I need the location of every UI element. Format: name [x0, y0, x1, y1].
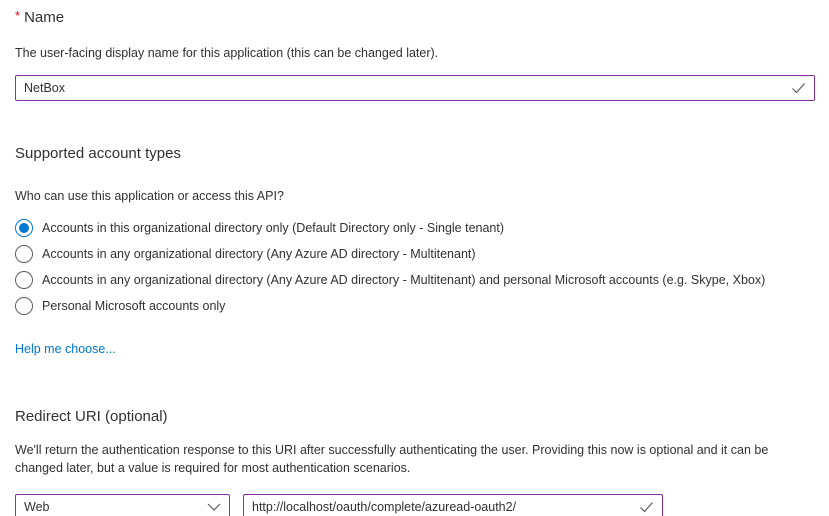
name-section-heading — [15, 6, 815, 28]
account-types-heading: Supported account types — [15, 145, 181, 162]
section-spacer — [15, 101, 815, 144]
name-input[interactable] — [16, 76, 814, 100]
radio-option-label: Accounts in this organizational directory only (Default Directory only - Single tenant) — [42, 221, 505, 235]
radio-option-multitenant-personal[interactable] — [15, 267, 815, 293]
platform-select[interactable] — [15, 494, 230, 516]
redirect-uri-input-wrapper — [243, 494, 663, 516]
redirect-uri-input[interactable] — [244, 495, 662, 516]
valid-checkmark-icon — [791, 82, 806, 94]
name-input-wrapper — [15, 75, 815, 101]
redirect-uri-row — [15, 494, 815, 516]
radio-option-multitenant[interactable] — [15, 241, 815, 267]
radio-button-icon[interactable] — [15, 297, 33, 315]
radio-option-single-tenant[interactable] — [15, 215, 815, 241]
radio-option-label: Personal Microsoft accounts only — [42, 299, 226, 313]
radio-option-label: Accounts in any organizational directory (Any Azure AD directory - Multitenant) and personal Microsoft accounts (e.g. Skype, Xbox) — [42, 273, 766, 287]
name-label: Name — [24, 9, 65, 26]
platform-select-value: Web — [24, 500, 50, 514]
radio-button-icon[interactable] — [15, 271, 33, 289]
help-me-choose-link[interactable]: Help me choose... — [15, 342, 116, 356]
redirect-uri-heading: Redirect URI (optional) — [15, 408, 168, 425]
radio-option-personal-only[interactable] — [15, 293, 815, 319]
redirect-uri-description: We'll return the authentication response to this URI after successfully authenticating the user. Providing this now is optional and it can be changed later, but a value is required for most authentication scenarios. — [15, 443, 769, 475]
account-types-radio-group — [15, 215, 815, 319]
radio-option-label: Accounts in any organizational directory (Any Azure AD directory - Multitenant) — [42, 247, 476, 261]
chevron-down-icon — [207, 503, 221, 511]
valid-checkmark-icon — [639, 501, 654, 513]
radio-button-icon[interactable] — [15, 219, 33, 237]
radio-button-icon[interactable] — [15, 245, 33, 263]
name-description: The user-facing display name for this application (this can be changed later). — [15, 46, 439, 60]
required-asterisk: * — [15, 8, 21, 23]
account-types-question: Who can use this application or access this API? — [15, 189, 284, 203]
